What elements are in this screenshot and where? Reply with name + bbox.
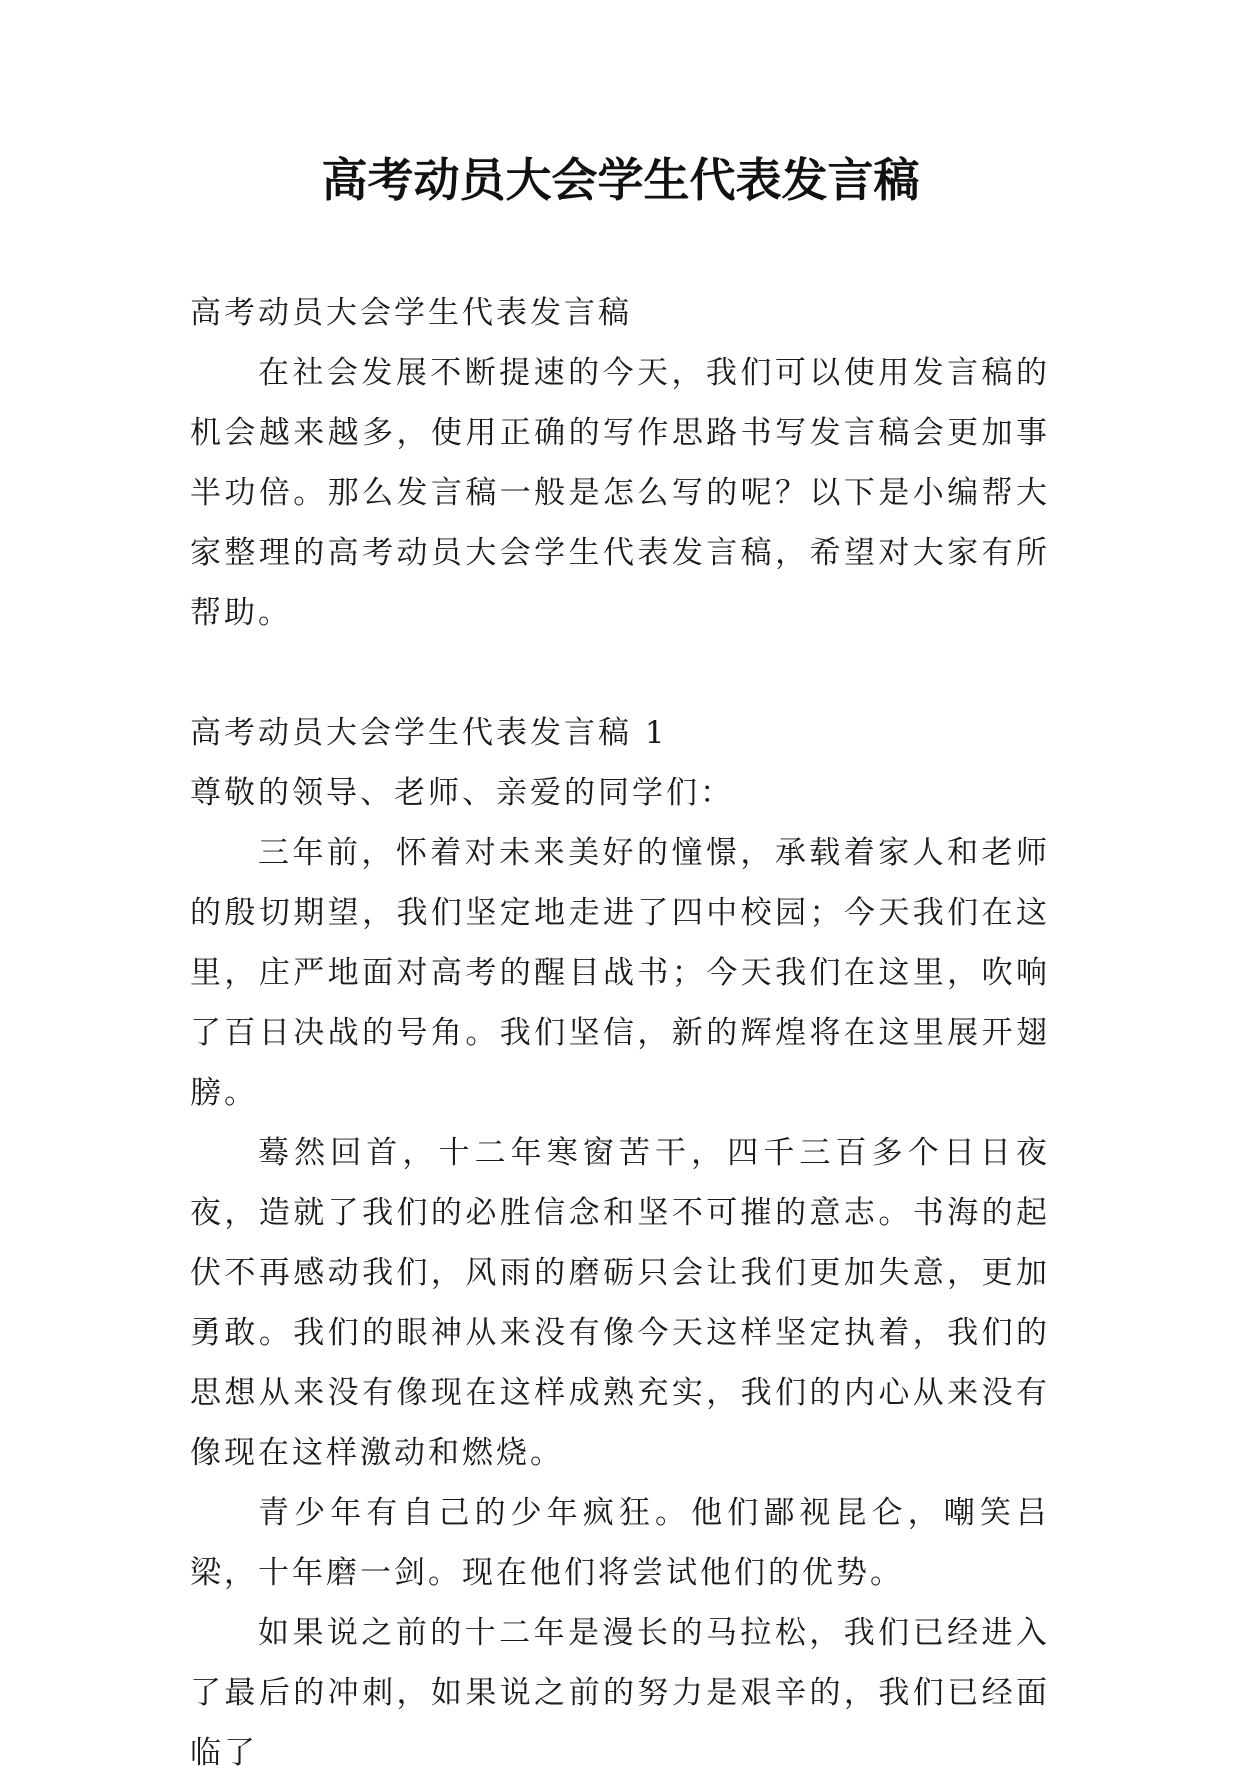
document-title: 高考动员大会学生代表发言稿 xyxy=(321,153,920,207)
body-paragraph-1: 三年前，怀着对未来美好的憧憬，承载着家人和老师的殷切期望，我们坚定地走进了四中校园；今天我们在这里，庄严地面对高考的醒目战书；今天我们在这里，吹响了百日决战的号角。我们坚信，新的辉煌将在这里展开翅膀。 xyxy=(190,835,1050,1111)
document-subtitle: 高考动员大会学生代表发言稿 xyxy=(190,295,632,331)
document-body xyxy=(190,283,1050,1783)
body-paragraph-4: 如果说之前的十二年是漫长的马拉松，我们已经进入了最后的冲刺，如果说之前的努力是艰辛的，我们已经面临了 xyxy=(190,1615,1050,1771)
salutation: 尊敬的领导、老师、亲爱的同学们： xyxy=(190,775,734,811)
body-paragraph-3: 青少年有自己的少年疯狂。他们鄙视昆仑，嘲笑吕梁，十年磨一剑。现在他们将尝试他们的优势。 xyxy=(190,1495,1050,1591)
section-heading: 高考动员大会学生代表发言稿 1 xyxy=(190,715,668,751)
body-paragraph-2: 蓦然回首，十二年寒窗苦干，四千三百多个日日夜夜，造就了我们的必胜信念和坚不可摧的意志。书海的起伏不再感动我们，风雨的磨砺只会让我们更加失意，更加勇敢。我们的眼神从来没有像今天这样坚定执着，我们的思想从来没有像现在这样成熟充实，我们的内心从来没有像现在这样激动和燃烧。 xyxy=(190,1135,1050,1471)
section-spacer xyxy=(190,643,1050,703)
intro-paragraph: 在社会发展不断提速的今天，我们可以使用发言稿的机会越来越多，使用正确的写作思路书写发言稿会更加事半功倍。那么发言稿一般是怎么写的呢？以下是小编帮大家整理的高考动员大会学生代表发言稿，希望对大家有所帮助。 xyxy=(190,355,1050,631)
